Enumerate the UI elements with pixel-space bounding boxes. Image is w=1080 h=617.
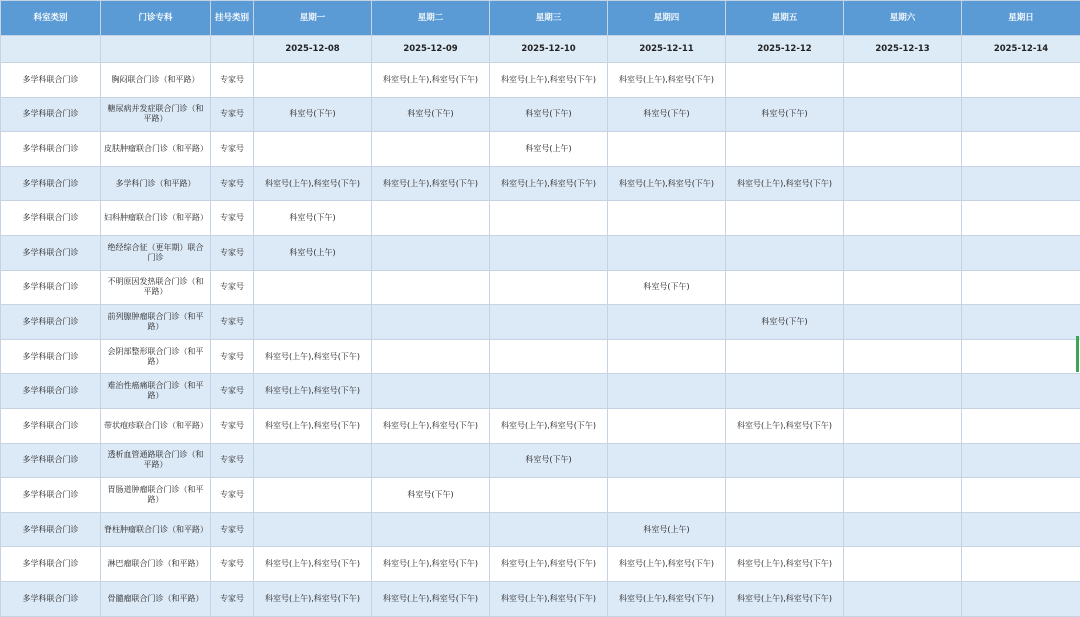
cell-slot-sun — [962, 547, 1080, 582]
cell-slot-thu — [608, 339, 726, 374]
cell-slot-mon — [254, 63, 372, 98]
cell-slot-mon — [254, 270, 372, 305]
cell-slot-sun — [962, 478, 1080, 513]
cell-slot-wed — [490, 270, 608, 305]
table-row — [1, 547, 1080, 582]
cell-dept-category: 多学科联合门诊 — [1, 132, 101, 167]
cell-slot-thu — [608, 478, 726, 513]
table-row — [1, 512, 1080, 547]
cell-slot-sun — [962, 443, 1080, 478]
cell-clinic-name: 骨髓瘤联合门诊（和平路） — [101, 581, 211, 616]
cell-slot-sun — [962, 63, 1080, 98]
cell-reg-type: 专家号 — [211, 270, 254, 305]
cell-slot-mon: 科室号(上午),科室号(下午) — [254, 374, 372, 409]
header-row-dates — [1, 36, 1080, 63]
cell-slot-wed — [490, 305, 608, 340]
cell-reg-type: 专家号 — [211, 305, 254, 340]
cell-slot-mon — [254, 512, 372, 547]
cell-clinic-name: 脊柱肿瘤联合门诊（和平路） — [101, 512, 211, 547]
date-header-empty — [101, 36, 211, 63]
cell-slot-sat — [844, 512, 962, 547]
cell-reg-type: 专家号 — [211, 63, 254, 98]
col-header-thu: 星期四 — [608, 1, 726, 36]
cell-slot-sun — [962, 408, 1080, 443]
cell-slot-mon: 科室号(上午),科室号(下午) — [254, 339, 372, 374]
cell-slot-tue: 科室号(上午),科室号(下午) — [372, 166, 490, 201]
date-header-tue: 2025-12-09 — [372, 36, 490, 63]
cell-slot-fri — [726, 270, 844, 305]
cell-clinic-name: 淋巴瘤联合门诊（和平路） — [101, 547, 211, 582]
cell-slot-mon: 科室号(上午),科室号(下午) — [254, 547, 372, 582]
cell-dept-category: 多学科联合门诊 — [1, 443, 101, 478]
cell-reg-type: 专家号 — [211, 374, 254, 409]
cell-slot-wed — [490, 235, 608, 270]
cell-slot-mon: 科室号(上午),科室号(下午) — [254, 581, 372, 616]
date-header-mon: 2025-12-08 — [254, 36, 372, 63]
cell-reg-type: 专家号 — [211, 581, 254, 616]
cell-clinic-name: 难治性癌痛联合门诊（和平路） — [101, 374, 211, 409]
cell-slot-tue: 科室号(上午),科室号(下午) — [372, 63, 490, 98]
cell-slot-sat — [844, 581, 962, 616]
table-row — [1, 305, 1080, 340]
cell-dept-category: 多学科联合门诊 — [1, 512, 101, 547]
date-header-empty — [211, 36, 254, 63]
cell-slot-thu — [608, 201, 726, 236]
cell-slot-wed: 科室号(上午),科室号(下午) — [490, 581, 608, 616]
cell-reg-type: 专家号 — [211, 235, 254, 270]
cell-slot-fri — [726, 512, 844, 547]
table-row — [1, 408, 1080, 443]
cell-reg-type: 专家号 — [211, 443, 254, 478]
cell-slot-sat — [844, 374, 962, 409]
cell-slot-sat — [844, 270, 962, 305]
col-header-mon: 星期一 — [254, 1, 372, 36]
cell-slot-wed — [490, 339, 608, 374]
cell-dept-category: 多学科联合门诊 — [1, 408, 101, 443]
cell-slot-tue: 科室号(下午) — [372, 478, 490, 513]
cell-slot-sun — [962, 97, 1080, 132]
cell-dept-category: 多学科联合门诊 — [1, 339, 101, 374]
cell-slot-mon: 科室号(下午) — [254, 201, 372, 236]
table-row — [1, 166, 1080, 201]
scroll-edge-marker — [1076, 336, 1079, 372]
cell-slot-sat — [844, 339, 962, 374]
col-header-dept-category: 科室类别 — [1, 1, 101, 36]
table-row — [1, 270, 1080, 305]
cell-slot-thu: 科室号(上午),科室号(下午) — [608, 581, 726, 616]
col-header-tue: 星期二 — [372, 1, 490, 36]
cell-slot-sun — [962, 374, 1080, 409]
table-row — [1, 235, 1080, 270]
cell-reg-type: 专家号 — [211, 408, 254, 443]
date-header-sat: 2025-12-13 — [844, 36, 962, 63]
date-header-sun: 2025-12-14 — [962, 36, 1080, 63]
cell-slot-sun — [962, 235, 1080, 270]
cell-clinic-name: 胃肠道肿瘤联合门诊（和平路） — [101, 478, 211, 513]
col-header-fri: 星期五 — [726, 1, 844, 36]
col-header-wed: 星期三 — [490, 1, 608, 36]
date-header-wed: 2025-12-10 — [490, 36, 608, 63]
table-row — [1, 581, 1080, 616]
cell-slot-tue: 科室号(上午),科室号(下午) — [372, 408, 490, 443]
table-row — [1, 478, 1080, 513]
cell-reg-type: 专家号 — [211, 478, 254, 513]
cell-slot-wed: 科室号(上午),科室号(下午) — [490, 166, 608, 201]
cell-dept-category: 多学科联合门诊 — [1, 270, 101, 305]
cell-slot-fri — [726, 443, 844, 478]
cell-slot-wed: 科室号(上午),科室号(下午) — [490, 408, 608, 443]
cell-reg-type: 专家号 — [211, 166, 254, 201]
cell-slot-sun — [962, 201, 1080, 236]
cell-slot-tue — [372, 270, 490, 305]
cell-dept-category: 多学科联合门诊 — [1, 547, 101, 582]
cell-slot-fri: 科室号(上午),科室号(下午) — [726, 547, 844, 582]
cell-clinic-name: 不明原因发热联合门诊（和平路） — [101, 270, 211, 305]
cell-slot-thu: 科室号(上午),科室号(下午) — [608, 166, 726, 201]
cell-slot-sun — [962, 166, 1080, 201]
cell-slot-sat — [844, 132, 962, 167]
cell-slot-thu — [608, 305, 726, 340]
cell-slot-fri — [726, 132, 844, 167]
cell-dept-category: 多学科联合门诊 — [1, 581, 101, 616]
cell-slot-thu: 科室号(上午) — [608, 512, 726, 547]
cell-slot-tue — [372, 374, 490, 409]
cell-reg-type: 专家号 — [211, 547, 254, 582]
cell-slot-tue — [372, 305, 490, 340]
cell-slot-wed: 科室号(上午) — [490, 132, 608, 167]
cell-slot-mon — [254, 443, 372, 478]
cell-slot-tue: 科室号(上午),科室号(下午) — [372, 581, 490, 616]
cell-slot-wed — [490, 201, 608, 236]
cell-dept-category: 多学科联合门诊 — [1, 374, 101, 409]
cell-dept-category: 多学科联合门诊 — [1, 235, 101, 270]
cell-slot-sat — [844, 408, 962, 443]
cell-slot-fri — [726, 478, 844, 513]
cell-slot-mon: 科室号(上午),科室号(下午) — [254, 408, 372, 443]
cell-slot-sat — [844, 547, 962, 582]
cell-slot-fri — [726, 374, 844, 409]
cell-slot-sat — [844, 63, 962, 98]
date-header-thu: 2025-12-11 — [608, 36, 726, 63]
cell-slot-thu — [608, 443, 726, 478]
cell-slot-fri — [726, 235, 844, 270]
table-header — [1, 1, 1080, 63]
cell-slot-wed: 科室号(下午) — [490, 443, 608, 478]
cell-slot-tue — [372, 443, 490, 478]
cell-clinic-name: 糖尿病并发症联合门诊（和平路） — [101, 97, 211, 132]
cell-slot-fri: 科室号(下午) — [726, 305, 844, 340]
col-header-reg-type: 挂号类别 — [211, 1, 254, 36]
cell-slot-thu — [608, 132, 726, 167]
cell-reg-type: 专家号 — [211, 339, 254, 374]
cell-slot-tue — [372, 201, 490, 236]
cell-slot-tue: 科室号(下午) — [372, 97, 490, 132]
table-row — [1, 97, 1080, 132]
cell-slot-fri — [726, 339, 844, 374]
cell-dept-category: 多学科联合门诊 — [1, 305, 101, 340]
cell-dept-category: 多学科联合门诊 — [1, 478, 101, 513]
cell-slot-wed: 科室号(下午) — [490, 97, 608, 132]
cell-slot-sat — [844, 97, 962, 132]
cell-slot-mon: 科室号(上午),科室号(下午) — [254, 166, 372, 201]
cell-clinic-name: 带状疱疹联合门诊（和平路） — [101, 408, 211, 443]
cell-slot-tue: 科室号(上午),科室号(下午) — [372, 547, 490, 582]
cell-slot-sat — [844, 201, 962, 236]
cell-slot-fri: 科室号(上午),科室号(下午) — [726, 581, 844, 616]
cell-reg-type: 专家号 — [211, 97, 254, 132]
cell-slot-sat — [844, 166, 962, 201]
cell-clinic-name: 皮肤肿瘤联合门诊（和平路） — [101, 132, 211, 167]
cell-reg-type: 专家号 — [211, 512, 254, 547]
cell-slot-sun — [962, 512, 1080, 547]
cell-slot-thu: 科室号(下午) — [608, 97, 726, 132]
table-row — [1, 443, 1080, 478]
table-row — [1, 374, 1080, 409]
cell-slot-mon: 科室号(下午) — [254, 97, 372, 132]
cell-slot-wed — [490, 512, 608, 547]
cell-slot-fri: 科室号(上午),科室号(下午) — [726, 166, 844, 201]
cell-slot-sat — [844, 478, 962, 513]
cell-slot-thu: 科室号(下午) — [608, 270, 726, 305]
cell-slot-mon: 科室号(上午) — [254, 235, 372, 270]
cell-slot-sat — [844, 235, 962, 270]
date-header-fri: 2025-12-12 — [726, 36, 844, 63]
cell-slot-wed: 科室号(上午),科室号(下午) — [490, 547, 608, 582]
cell-clinic-name: 会阴部整形联合门诊（和平路） — [101, 339, 211, 374]
cell-clinic-name: 胸闷联合门诊（和平路） — [101, 63, 211, 98]
cell-dept-category: 多学科联合门诊 — [1, 63, 101, 98]
cell-clinic-name: 绝经综合征（更年期）联合门诊 — [101, 235, 211, 270]
cell-slot-fri — [726, 63, 844, 98]
cell-dept-category: 多学科联合门诊 — [1, 97, 101, 132]
cell-slot-wed: 科室号(上午),科室号(下午) — [490, 63, 608, 98]
table-row — [1, 63, 1080, 98]
cell-slot-tue — [372, 339, 490, 374]
cell-slot-mon — [254, 305, 372, 340]
cell-slot-tue — [372, 512, 490, 547]
cell-slot-sun — [962, 305, 1080, 340]
cell-clinic-name: 前列腺肿瘤联合门诊（和平路） — [101, 305, 211, 340]
cell-slot-mon — [254, 478, 372, 513]
cell-slot-wed — [490, 478, 608, 513]
cell-reg-type: 专家号 — [211, 201, 254, 236]
cell-slot-sun — [962, 132, 1080, 167]
cell-slot-sat — [844, 443, 962, 478]
cell-slot-sun — [962, 339, 1080, 374]
cell-slot-mon — [254, 132, 372, 167]
cell-slot-tue — [372, 132, 490, 167]
cell-slot-fri — [726, 201, 844, 236]
table-row — [1, 201, 1080, 236]
cell-slot-fri: 科室号(上午),科室号(下午) — [726, 408, 844, 443]
cell-slot-thu — [608, 235, 726, 270]
cell-slot-tue — [372, 235, 490, 270]
header-row-weekdays — [1, 1, 1080, 36]
cell-slot-sun — [962, 581, 1080, 616]
table-row — [1, 132, 1080, 167]
cell-clinic-name: 妇科肿瘤联合门诊（和平路） — [101, 201, 211, 236]
date-header-empty — [1, 36, 101, 63]
cell-slot-thu — [608, 408, 726, 443]
cell-slot-fri: 科室号(下午) — [726, 97, 844, 132]
cell-slot-wed — [490, 374, 608, 409]
col-header-sun: 星期日 — [962, 1, 1080, 36]
table-row — [1, 339, 1080, 374]
cell-reg-type: 专家号 — [211, 132, 254, 167]
col-header-sat: 星期六 — [844, 1, 962, 36]
cell-dept-category: 多学科联合门诊 — [1, 201, 101, 236]
cell-dept-category: 多学科联合门诊 — [1, 166, 101, 201]
cell-clinic-name: 多学科门诊（和平路） — [101, 166, 211, 201]
cell-slot-thu: 科室号(上午),科室号(下午) — [608, 63, 726, 98]
cell-slot-thu: 科室号(上午),科室号(下午) — [608, 547, 726, 582]
cell-slot-sat — [844, 305, 962, 340]
cell-slot-sun — [962, 270, 1080, 305]
col-header-clinic: 门诊专科 — [101, 1, 211, 36]
cell-slot-thu — [608, 374, 726, 409]
cell-clinic-name: 透析血管通路联合门诊（和平路） — [101, 443, 211, 478]
table-body — [1, 63, 1080, 617]
